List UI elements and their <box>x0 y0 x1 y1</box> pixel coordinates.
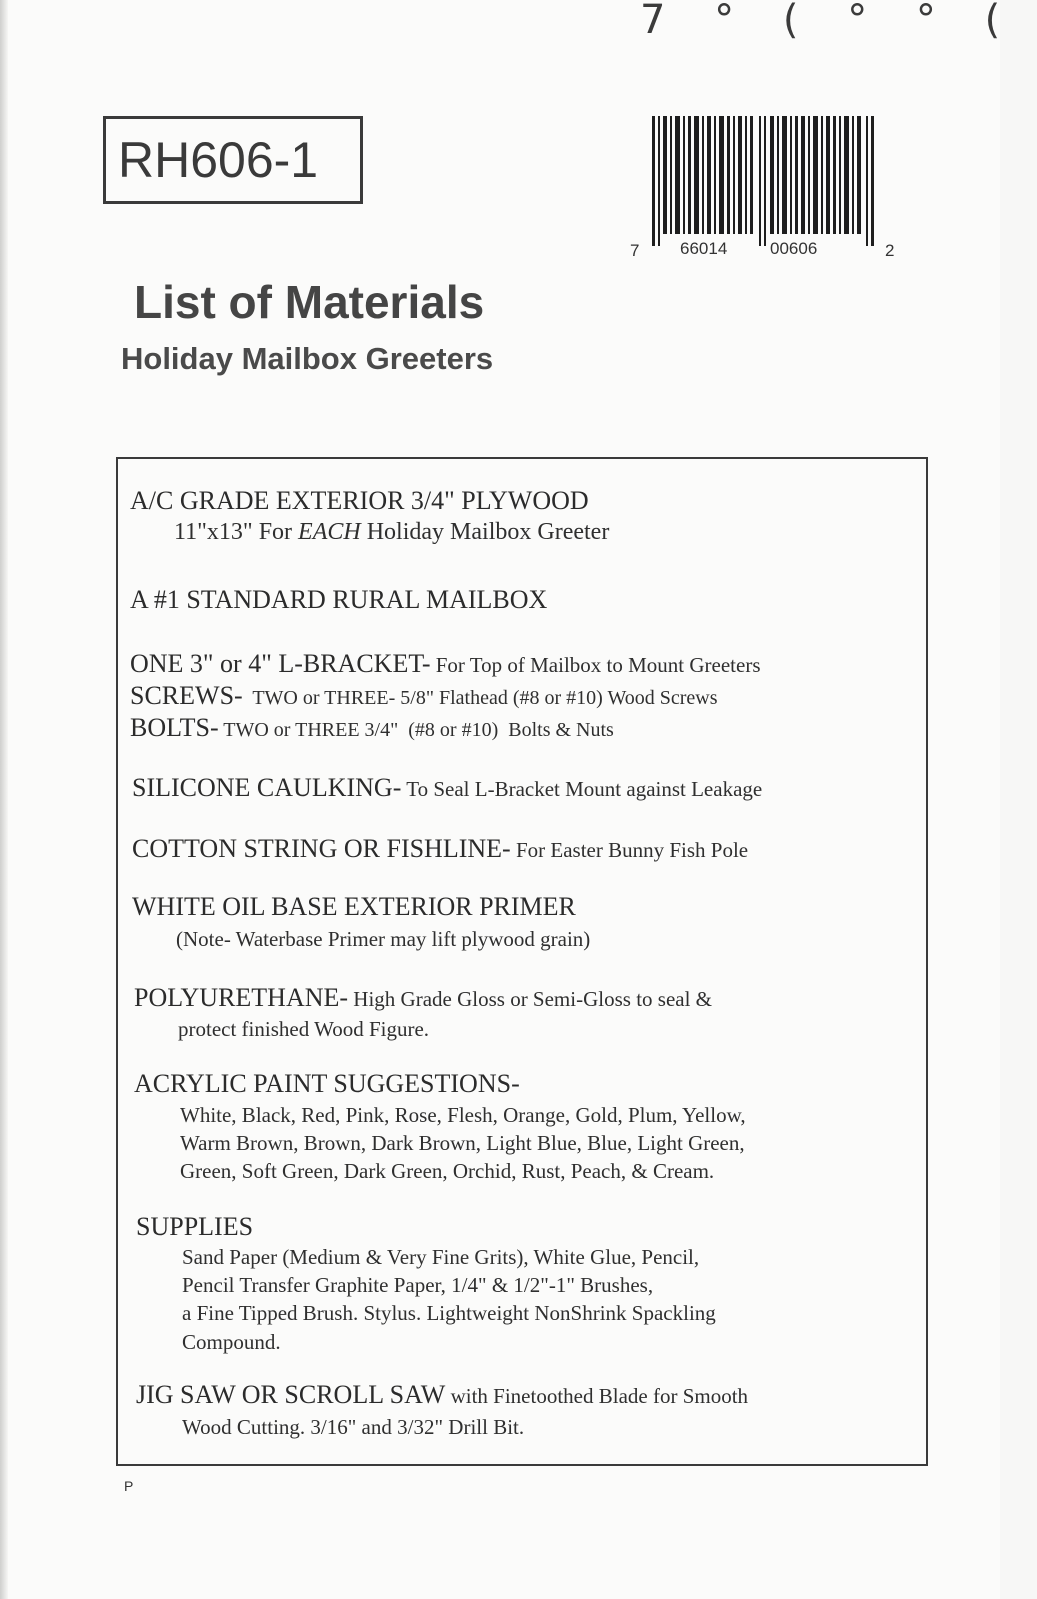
plywood-detail-text: 11"x13" For <box>174 519 299 545</box>
mailbox-item: A #1 STANDARD RURAL MAILBOX <box>130 585 548 614</box>
barcode-group-2: 00606 <box>770 239 818 258</box>
primer-heading: WHITE OIL BASE EXTERIOR PRIMER <box>132 892 576 921</box>
plywood-heading: A/C GRADE EXTERIOR 3/4" PLYWOOD <box>130 486 589 515</box>
supplies-line-2: Pencil Transfer Graphite Paper, 1/4" & 1/2"-1" Brushes, <box>182 1273 654 1297</box>
sheet-right-edge <box>1000 0 1037 1599</box>
saw-desc-line-2: Wood Cutting. 3/16" and 3/32" Drill Bit. <box>182 1415 525 1439</box>
paint-heading: ACRYLIC PAINT SUGGESTIONS- <box>134 1069 520 1098</box>
plywood-detail <box>174 517 609 547</box>
footer-mark: P <box>124 1478 134 1494</box>
page-subtitle: Holiday Mailbox Greeters <box>121 341 494 376</box>
plywood-detail-text-end: Holiday Mailbox Greeter <box>360 519 610 545</box>
silicone-item <box>132 773 762 807</box>
barcode-group-1: 66014 <box>680 239 728 258</box>
screws-heading: SCREWS- <box>130 681 243 710</box>
supplies-line-4: Compound. <box>182 1330 281 1354</box>
string-item <box>132 834 748 868</box>
bolts-item <box>130 713 614 747</box>
silicone-desc: To Seal L-Bracket Mount against Leakage <box>401 777 763 801</box>
paint-line-3: Green, Soft Green, Dark Green, Orchid, Rust, Peach, & Cream. <box>180 1159 715 1183</box>
materials-list-box <box>116 457 928 1466</box>
barcode-left-digit: 7 <box>630 241 640 260</box>
string-heading: COTTON STRING OR FISHLINE- <box>132 834 511 863</box>
poly-item <box>134 983 712 1017</box>
top-edge-marks: 7 ° ( ° ° ( <box>640 0 1019 40</box>
paint-line-1: White, Black, Red, Pink, Rose, Flesh, Orange, Gold, Plum, Yellow, <box>180 1103 746 1127</box>
plywood-detail-emphasis: EACH <box>298 519 361 545</box>
silicone-heading: SILICONE CAULKING- <box>132 773 402 802</box>
saw-item <box>136 1380 748 1414</box>
bolts-heading: BOLTS- <box>130 713 219 742</box>
poly-heading: POLYURETHANE- <box>134 983 349 1012</box>
bracket-desc: For Top of Mailbox to Mount Greeters <box>430 653 761 677</box>
primer-note: (Note- Waterbase Primer may lift plywood grain) <box>176 927 591 951</box>
bracket-heading: ONE 3" or 4" L-BRACKET- <box>130 649 431 678</box>
poly-desc-line-2: protect finished Wood Figure. <box>178 1017 430 1041</box>
poly-desc: High Grade Gloss or Semi-Gloss to seal & <box>348 987 713 1011</box>
supplies-heading: SUPPLIES <box>136 1212 254 1241</box>
screws-item <box>130 681 718 715</box>
pattern-code: RH606-1 <box>103 116 363 204</box>
barcode-bars <box>652 116 878 246</box>
screws-desc: TWO or THREE- 5/8" Flathead (#8 or #10) Wood Screws <box>242 687 718 709</box>
bolts-desc: TWO or THREE 3/4" (#8 or #10) Bolts & Nuts <box>218 719 614 741</box>
barcode <box>652 116 878 246</box>
bracket-item <box>130 649 761 683</box>
sheet-left-edge <box>0 0 8 1599</box>
saw-desc: with Finetoothed Blade for Smooth <box>445 1384 749 1408</box>
supplies-line-1: Sand Paper (Medium & Very Fine Grits), White Glue, Pencil, <box>182 1245 700 1269</box>
page-title: List of Materials <box>134 276 485 328</box>
string-desc: For Easter Bunny Fish Pole <box>510 838 749 862</box>
saw-heading: JIG SAW OR SCROLL SAW <box>136 1380 446 1409</box>
supplies-line-3: a Fine Tipped Brush. Stylus. Lightweight NonShrink Spackling <box>182 1301 716 1325</box>
barcode-right-digit: 2 <box>885 241 895 260</box>
paint-line-2: Warm Brown, Brown, Dark Brown, Light Blue, Blue, Light Green, <box>180 1131 745 1155</box>
